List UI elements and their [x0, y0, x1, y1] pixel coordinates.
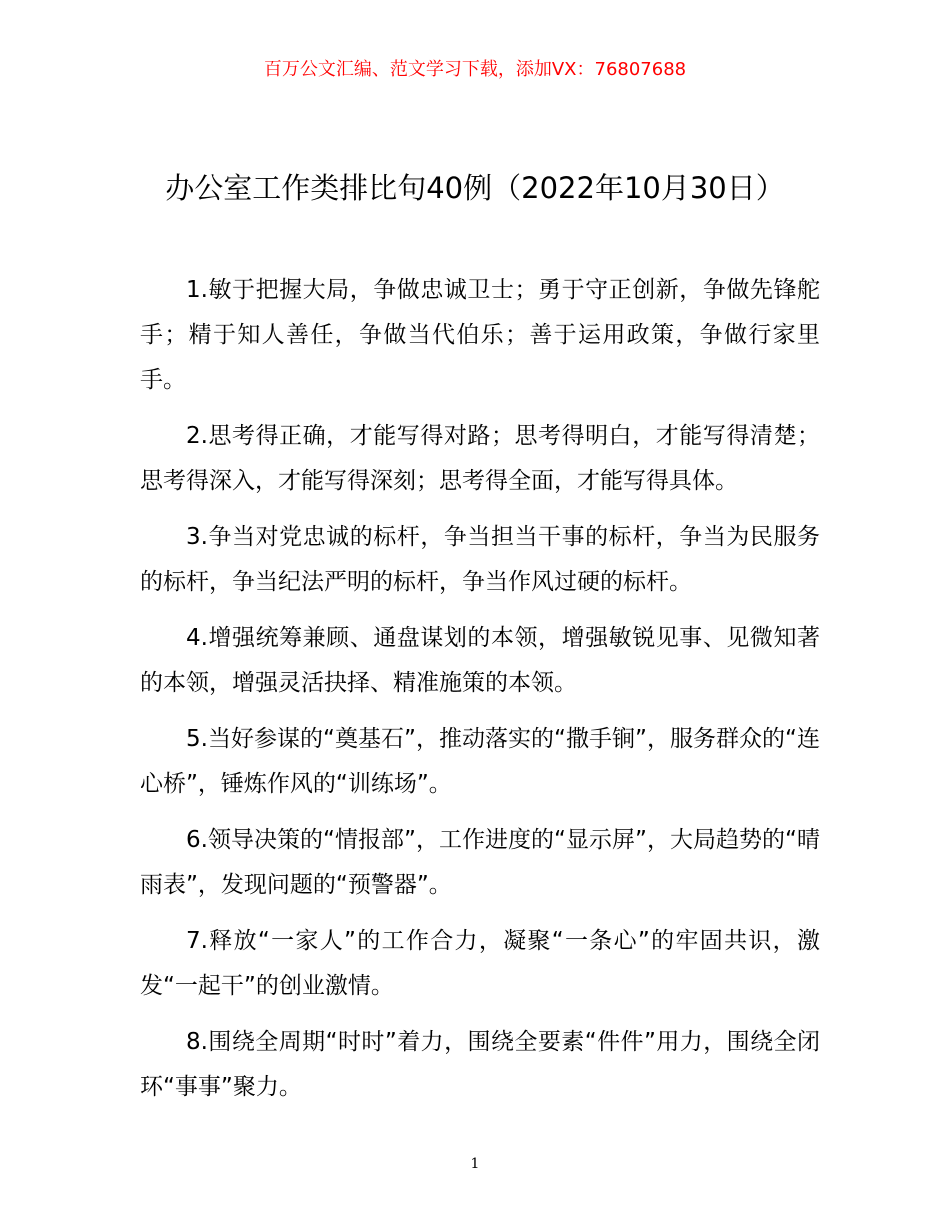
paragraph-3: 3.争当对党忠诚的标杆，争当担当干事的标杆，争当为民服务的标杆，争当纪法严明的标杆，争当作风过硬的标杆。: [140, 524, 820, 595]
document-title: 办公室工作类排比句40例（2022年10月30日）: [165, 171, 785, 205]
paragraph-5: 5.当好参谋的“奠基石”，推动落实的“撒手锏”，服务群众的“连心桥”，锤炼作风的“训练场”。: [140, 726, 820, 797]
paragraph-2: 2.思考得正确，才能写得对路；思考得明白，才能写得清楚；思考得深入，才能写得深刻；思考得全面，才能写得具体。: [140, 423, 820, 494]
page-number: 1: [470, 1156, 480, 1172]
paragraph-8: 8.围绕全周期“时时”着力，围绕全要素“件件”用力，围绕全闭环“事事”聚力。: [140, 1029, 820, 1100]
paragraph-7: 7.释放“一家人”的工作合力，凝聚“一条心”的牢固共识，激发“一起干”的创业激情。: [140, 928, 820, 999]
paragraph-1: 1.敏于把握大局，争做忠诚卫士；勇于守正创新，争做先锋舵手；精于知人善任，争做当代伯乐；善于运用政策，争做行家里手。: [140, 277, 820, 393]
paragraph-4: 4.增强统筹兼顾、通盘谋划的本领，增强敏锐见事、见微知著的本领，增强灵活抉择、精准施策的本领。: [140, 625, 820, 696]
paragraph-6: 6.领导决策的“情报部”，工作进度的“显示屏”，大局趋势的“晴雨表”，发现问题的“预警器”。: [140, 827, 820, 898]
header-note: 百万公文汇编、范文学习下载，添加VX：76807688: [263, 59, 687, 80]
document-body: [140, 268, 820, 1121]
